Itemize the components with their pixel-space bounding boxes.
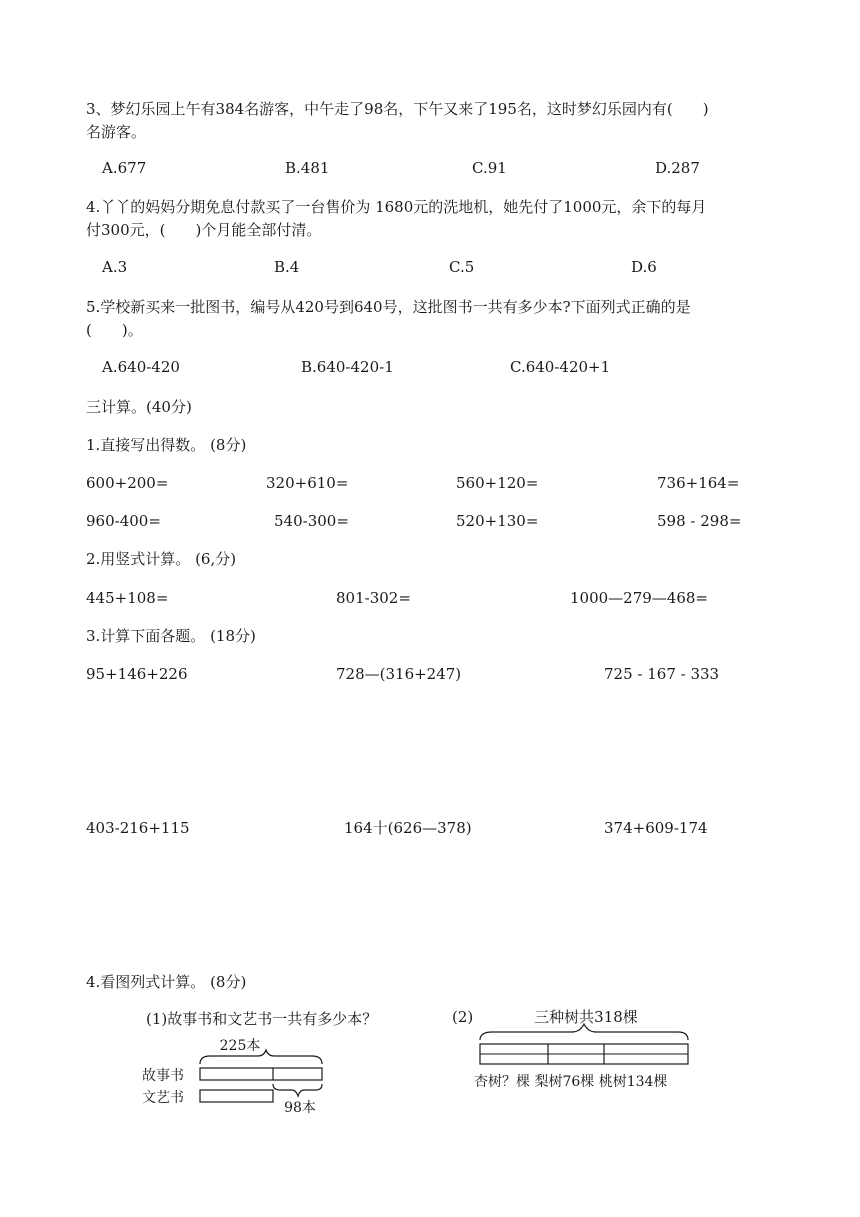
figure2-labels: 杏树？棵 梨树76棵 桃树134棵 <box>474 1074 668 1090</box>
q4-option-c: C.5 <box>449 258 475 276</box>
part2-title: 2.用竖式计算。 (6,分) <box>86 550 237 568</box>
figure2-number: (2) <box>452 1008 474 1026</box>
vertical-calc-item: 801-302= <box>336 589 411 607</box>
figure1-story-label: 故事书 <box>142 1068 184 1084</box>
q5-line2: ( )。 <box>86 321 143 339</box>
expression-item: 725 - 167 - 333 <box>604 665 720 683</box>
figure1-art-label: 文艺书 <box>142 1090 184 1106</box>
oral-calc-item: 320+610= <box>266 474 349 492</box>
figure1-art-bar <box>200 1090 273 1102</box>
expression-item: 95+146+226 <box>86 665 188 683</box>
figure1-story-bar <box>200 1068 322 1080</box>
oral-calc-item: 560+120= <box>456 474 539 492</box>
expression-item: 728—(316+247) <box>336 665 462 683</box>
q4-line1: 4.丫丫的妈妈分期免息付款买了一台售价为 1680元的洗地机，她先付了1000元，余下的每月 <box>86 198 707 216</box>
expression-item: 403-216+115 <box>86 819 190 837</box>
oral-calc-item: 540-300= <box>274 512 349 530</box>
q5-line1: 5.学校新买来一批图书，编号从420号到640号，这批图书一共有多少本?下面列式正确的是 <box>86 298 691 316</box>
q5-option-c: C.640-420+1 <box>510 358 611 376</box>
q3-option-c: C.91 <box>472 159 507 177</box>
q5-option-b: B.640-420-1 <box>301 358 394 376</box>
q4-line2: 付300元，( )个月能全部付清。 <box>86 221 322 239</box>
part1-title: 1.直接写出得数。 (8分) <box>86 436 247 454</box>
q4-option-d: D.6 <box>631 258 657 276</box>
oral-calc-item: 960-400= <box>86 512 161 530</box>
oral-calc-item: 600+200= <box>86 474 169 492</box>
part4-title: 4.看图列式计算。 (8分) <box>86 973 247 991</box>
q4-option-b: B.4 <box>274 258 300 276</box>
figure1-diff-label: 98本 <box>284 1100 316 1116</box>
figure1-total-brace <box>200 1050 322 1064</box>
q3-option-b: B.481 <box>285 159 330 177</box>
q4-option-a: A.3 <box>102 258 128 276</box>
oral-calc-item: 520+130= <box>456 512 539 530</box>
figure1-diagram <box>140 1036 340 1116</box>
q5-option-a: A.640-420 <box>102 358 180 376</box>
q3-option-a: A.677 <box>102 159 147 177</box>
expression-item: 374+609-174 <box>604 819 708 837</box>
q3-line1: 3、梦幻乐园上午有384名游客，中午走了98名，下午又来了195名，这时梦幻乐园内有( ) <box>86 100 709 118</box>
oral-calc-item: 736+164= <box>657 474 740 492</box>
figure2-diagram <box>452 1006 692 1096</box>
section-title: 三计算。(40分) <box>86 398 192 416</box>
figure1-total-label: 225本 <box>219 1038 261 1054</box>
part3-title: 3.计算下面各题。 (18分) <box>86 627 256 645</box>
oral-calc-item: 598 - 298= <box>657 512 742 530</box>
q3-option-d: D.287 <box>655 159 700 177</box>
figure2-total-label: 三种树共318棵 <box>534 1008 638 1026</box>
expression-item: 164十(626—378) <box>344 819 472 837</box>
vertical-calc-item: 1000—279—468= <box>570 589 709 607</box>
figure1-diff-brace <box>273 1084 322 1096</box>
vertical-calc-item: 445+108= <box>86 589 169 607</box>
figure1-question: (1)故事书和文艺书一共有多少本？ <box>146 1010 378 1028</box>
q3-line2: 名游客。 <box>86 123 147 141</box>
figure2-total-brace <box>480 1024 688 1040</box>
